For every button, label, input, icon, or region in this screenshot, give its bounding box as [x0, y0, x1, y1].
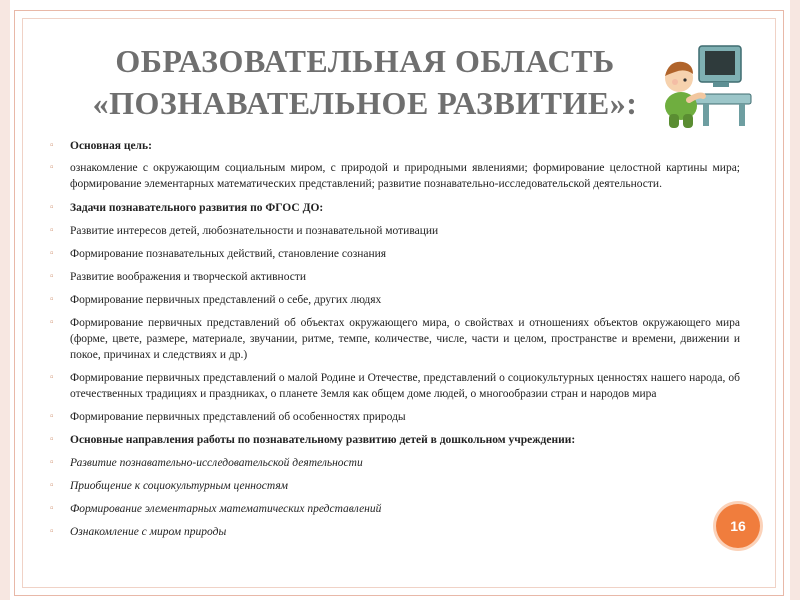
slide-title	[60, 40, 670, 124]
bullet-item	[50, 223, 740, 239]
bullet-text: Развитие воображения и творческой активности	[70, 271, 307, 283]
bullet-item	[50, 455, 740, 471]
slide-title-line2: «ПОЗНАВАТЕЛЬНОЕ РАЗВИТИЕ»:	[92, 85, 638, 121]
bullet-item	[50, 200, 740, 216]
bullet-text: Формирование первичных представлений о себе, других людях	[70, 294, 382, 306]
bullet-item	[50, 292, 740, 308]
bullet-item	[50, 432, 740, 448]
bullet-marker: ▫	[50, 411, 54, 422]
bullet-marker: ▫	[50, 457, 54, 468]
bullet-text: Приобщение к социокультурным ценностям	[70, 480, 289, 492]
slide-border-right	[790, 0, 800, 600]
bullet-text: Основная цель:	[70, 140, 152, 152]
bullet-item	[50, 409, 740, 425]
bullet-item	[50, 246, 740, 262]
bullet-item	[50, 315, 740, 363]
bullet-text: Формирование познавательных действий, становление сознания	[70, 248, 387, 260]
bullet-text: ознакомление с окружающим социальным миром, с природой и природными явлениями; формирование целостной картины мира; формирование элементарных математических представлений; развитие познавательно-исследовательской деятельности.	[70, 162, 740, 190]
slide-border-left	[0, 0, 10, 600]
bullet-item	[50, 160, 740, 192]
bullet-item	[50, 524, 740, 540]
bullet-marker: ▫	[50, 503, 54, 514]
bullet-item	[50, 138, 740, 154]
bullet-text: Развитие познавательно-исследовательской деятельности	[70, 457, 363, 469]
child-at-computer-icon	[655, 42, 755, 132]
bullet-marker: ▫	[50, 294, 54, 305]
bullet-item	[50, 501, 740, 517]
bullet-item	[50, 269, 740, 285]
bullet-marker: ▫	[50, 225, 54, 236]
bullet-text: Ознакомление с миром природы	[70, 526, 227, 538]
bullet-marker: ▫	[50, 480, 54, 491]
bullet-item	[50, 370, 740, 402]
bullet-text: Формирование элементарных математических представлений	[70, 503, 382, 515]
bullet-marker: ▫	[50, 202, 54, 213]
bullet-item	[50, 478, 740, 494]
bullet-marker: ▫	[50, 140, 54, 151]
bullet-marker: ▫	[50, 271, 54, 282]
bullet-marker: ▫	[50, 162, 54, 173]
bullet-text: Развитие интересов детей, любознательности и познавательной мотивации	[70, 225, 439, 237]
slide-body	[50, 138, 740, 547]
bullet-marker: ▫	[50, 372, 54, 383]
bullet-text: Формирование первичных представлений об особенностях природы	[70, 411, 406, 423]
slide-title-line1: ОБРАЗОВАТЕЛЬНАЯ ОБЛАСТЬ	[115, 43, 615, 79]
bullet-text: Формирование первичных представлений о малой Родине и Отечестве, представлений о социокультурных ценностях нашего народа, об отечественных традициях и праздниках, о планете Земля как общем доме людей, о многообразии стран и народов мира	[70, 372, 740, 400]
bullet-text: Основные направления работы по познавательному развитию детей в дошкольном учреждении:	[70, 434, 576, 446]
bullet-marker: ▫	[50, 526, 54, 537]
bullet-text: Формирование первичных представлений об объектах окружающего мира, о свойствах и отношениях объектов окружающего мира (форме, цвете, размере, материале, звучании, ритме, темпе, количестве, числе, части и целом, пространстве и времени, движении и покое, причинах и следствиях и др.)	[70, 317, 740, 361]
bullet-marker: ▫	[50, 248, 54, 259]
bullet-text: Задачи познавательного развития по ФГОС ДО:	[70, 202, 324, 214]
bullet-marker: ▫	[50, 317, 54, 328]
page-number-badge: 16	[716, 504, 760, 548]
bullet-marker: ▫	[50, 434, 54, 445]
